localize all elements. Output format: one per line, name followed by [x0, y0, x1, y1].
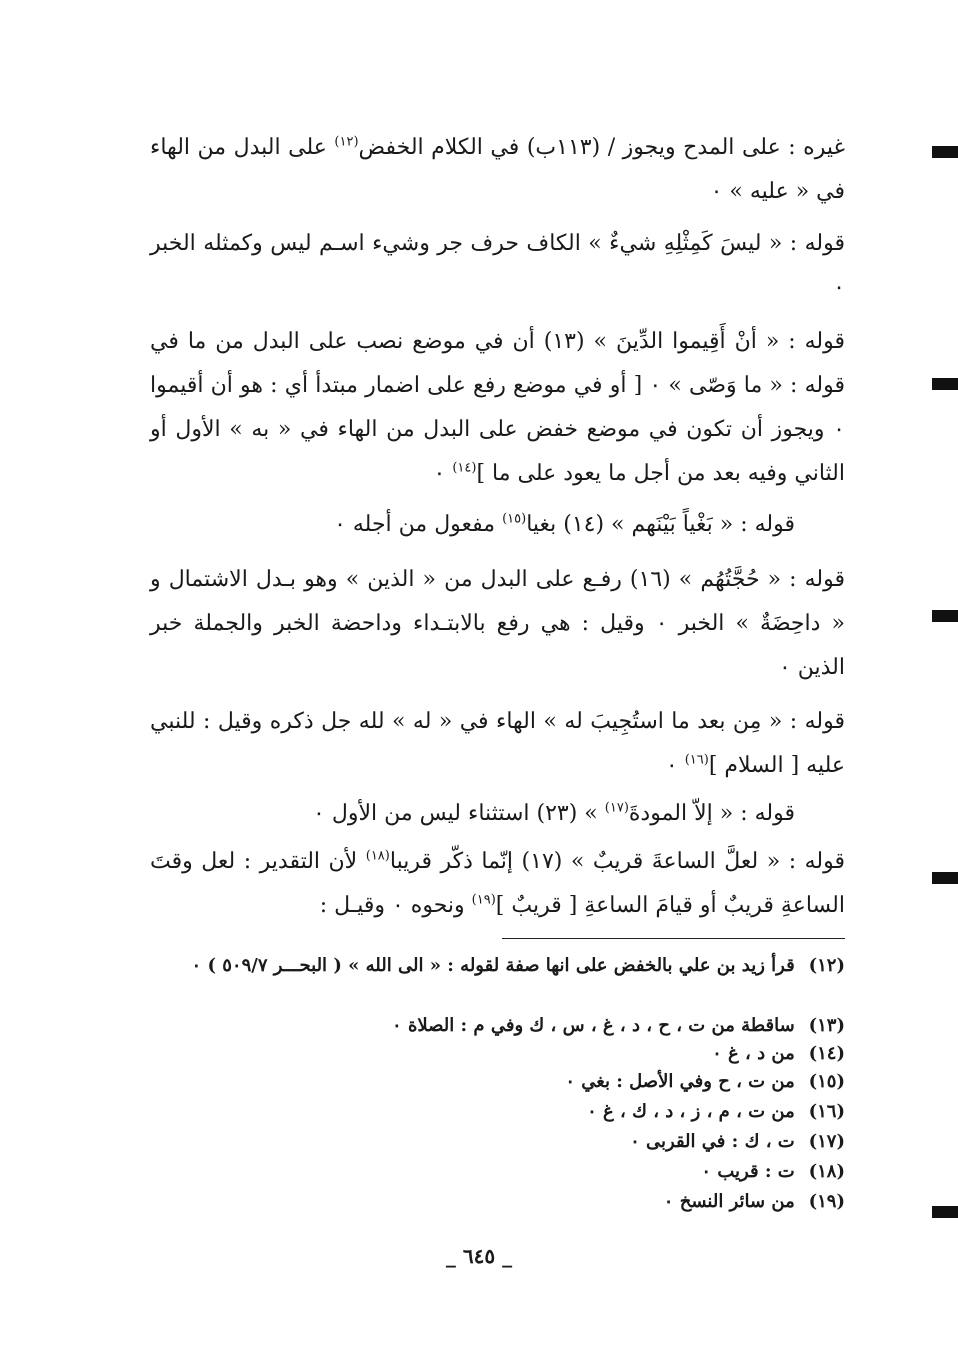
footnote [150, 1158, 845, 1186]
paragraph-text: قوله : « ليسَ كَمِثْلِهِ شيءٌ » الكاف حرف جر وشيء اسـم ليس وكمثله الخبر ٠ [150, 231, 845, 300]
paragraph-text: قوله : « إلاّ المودةَ [628, 801, 795, 826]
footnote [150, 1040, 845, 1068]
paragraph-text: قوله : « مِن بعد ما استُجِيبَ له » الهاء في « له » لله جل ذكره وقيل : للنبي عليه [ السلام ] [150, 709, 845, 778]
paragraph-text: قوله : « حُجَّتُهُم » (١٦) رفـع على البدل من « الذين » وهو بـدل الاشتمال و « داحِضَةٌ » الخبر ٠ وقيل : هي رفع بالابتـداء وداحضة الخبر والجملة خبر الذين ٠ [150, 567, 845, 680]
paragraph [150, 320, 845, 496]
footnote-text: قرأ زيد بن علي بالخفض على انها صفة لقوله : « الى الله » ( البحـــر ٥٠٩/٧ ) ٠ [191, 955, 795, 976]
footnote [150, 1098, 845, 1126]
margin-mark [932, 378, 958, 390]
footnote-number: (١٢) [808, 955, 845, 976]
footnote-text: من ت ، ح وفي الأصل : بغي ٠ [565, 1071, 795, 1092]
footnote-ref[interactable]: (١٢) [334, 134, 359, 150]
footnote-ref[interactable]: (١٦) [684, 752, 709, 768]
paragraph [150, 126, 845, 214]
paragraph-text: » (٢٣) استثناء ليس من الأول ٠ [313, 801, 605, 826]
paragraph-text: غيره : على المدح ويجوز / (١١٣ب) في الكلام الخفض [358, 135, 845, 160]
footnote [150, 952, 845, 980]
footnote-number: (١٨) [808, 1161, 845, 1182]
footnote-number: (١٤) [808, 1043, 845, 1064]
footnote-text: من ت ، م ، ز ، د ، ك ، غ ٠ [587, 1101, 795, 1122]
footnote-text: من سائر النسخ ٠ [663, 1191, 795, 1212]
page-number: _ ٦٤٥ _ [445, 1244, 513, 1268]
paragraph-text: ٠ [665, 753, 685, 778]
footnote-ref[interactable]: (١٨) [365, 848, 390, 864]
footnote-number: (١٦) [808, 1101, 845, 1122]
footnote-text: ت : قريب ٠ [701, 1161, 795, 1182]
footnote [150, 1068, 845, 1096]
paragraph [150, 700, 845, 788]
paragraph [150, 558, 845, 690]
paragraph [150, 792, 845, 836]
paragraph-text: قوله : « أنْ أَقِيموا الدِّينَ » (١٣) أن في موضع نصب على البدل من ما في قوله : « ما وَصّى » ٠ [ أو في موضع رفع على اضمار مبتدأ أي : هو أن أقيموا ٠ ويجوز أن تكون في موضع خفض على البدل من الهاء في « به » الأول أو الثاني وفيه بعد من أجل ما يعود على ما ] [150, 329, 845, 486]
paragraph [150, 222, 845, 310]
footnote-text: ت ، ك : في القربى ٠ [630, 1131, 795, 1152]
footnote-number: (١٩) [808, 1191, 845, 1212]
margin-mark [932, 610, 958, 622]
paragraph-text: ونحوه ٠ وقيـل : [319, 893, 472, 918]
margin-mark [932, 1206, 958, 1218]
footnote-ref[interactable]: (١٥) [502, 511, 527, 527]
paragraph-text: ٠ [433, 461, 453, 486]
footnote [150, 1012, 845, 1040]
paragraph [150, 840, 845, 928]
footnote [150, 1188, 845, 1216]
footnote-ref[interactable]: (١٧) [604, 800, 629, 816]
paragraph-text: مفعول من أجله ٠ [334, 512, 503, 537]
footnote-number: (١٣) [808, 1015, 845, 1036]
paragraph-text: قوله : « بَغْياً بَيْنَهم » (١٤) بغيا [526, 512, 795, 537]
margin-mark [932, 872, 958, 884]
margin-mark [932, 146, 958, 158]
paragraph [150, 503, 845, 547]
paragraph-text: لأن التقدير : لعل وقتَ الساعةِ قريبٌ أو قيامَ الساعةِ [ قريبٌ ] [150, 849, 845, 918]
footnote-text: من د ، غ ٠ [712, 1043, 795, 1064]
paragraph-text: قوله : « لعلَّ الساعةَ قريبٌ » (١٧) إنّما ذكّر قريبا [389, 849, 846, 874]
footnote-ref[interactable]: (١٤) [452, 460, 477, 476]
footnote-ref[interactable]: (١٩) [471, 892, 496, 908]
footnote-number: (١٥) [808, 1071, 845, 1092]
footnote-number: (١٧) [808, 1131, 845, 1152]
paragraph-text: على البدل من الهاء في « عليه » ٠ [150, 135, 845, 204]
footnote-separator [502, 938, 845, 939]
footnote [150, 1128, 845, 1156]
footnote-text: ساقطة من ت ، ح ، د ، غ ، س ، ك وفي م : الصلاة ٠ [392, 1015, 795, 1036]
